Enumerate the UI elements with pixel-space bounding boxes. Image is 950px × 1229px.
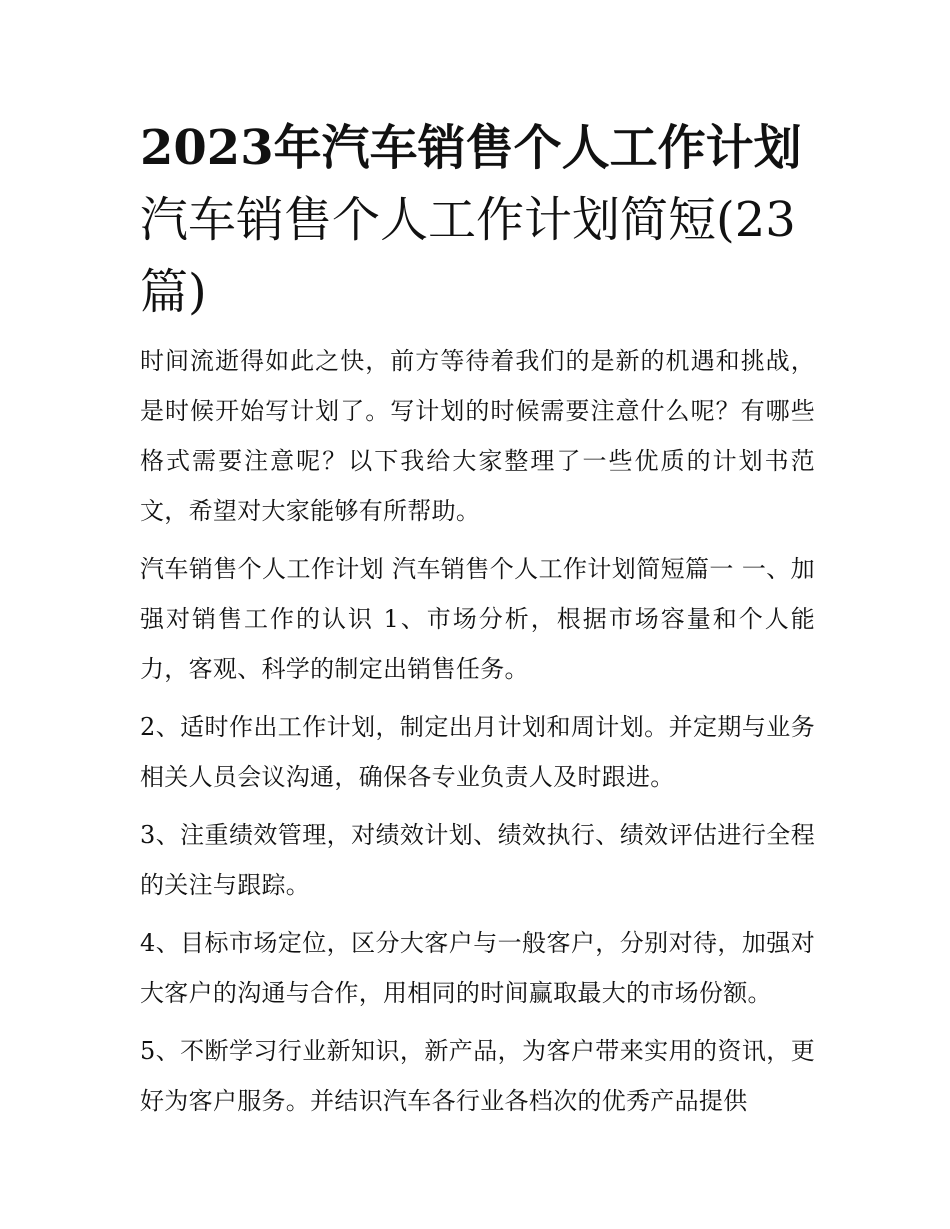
title-line-2: 汽车销售个人工作计划简短(23篇) <box>140 192 796 320</box>
body-paragraph-1: 汽车销售个人工作计划 汽车销售个人工作计划简短篇一 一、加强对销售工作的认识 1、市场分析，根据市场容量和个人能力，客观、科学的制定出销售任务。 <box>140 555 815 683</box>
body-paragraph-4: 4、目标市场定位，区分大客户与一般客户，分别对待，加强对大客户的沟通与合作，用相同的时间赢取最大的市场份额。 <box>140 929 815 1007</box>
title-line-1: 2023年汽车销售个人工作计划 <box>140 120 802 176</box>
document-title <box>140 112 815 328</box>
document-page <box>140 112 815 1134</box>
intro-paragraph: 时间流逝得如此之快，前方等待着我们的是新的机遇和挑战，是时候开始写计划了。写计划的时候需要注意什么呢？有哪些格式需要注意呢？以下我给大家整理了一些优质的计划书范文，希望对大家能够有所帮助。 <box>140 347 815 525</box>
body-paragraph-5: 5、不断学习行业新知识，新产品，为客户带来实用的资讯，更好为客户服务。并结识汽车各行业各档次的优秀产品提供 <box>140 1037 815 1115</box>
body-paragraph-3: 3、注重绩效管理，对绩效计划、绩效执行、绩效评估进行全程的关注与跟踪。 <box>140 821 815 899</box>
body-paragraph-2: 2、适时作出工作计划，制定出月计划和周计划。并定期与业务相关人员会议沟通，确保各专业负责人及时跟进。 <box>140 713 815 791</box>
